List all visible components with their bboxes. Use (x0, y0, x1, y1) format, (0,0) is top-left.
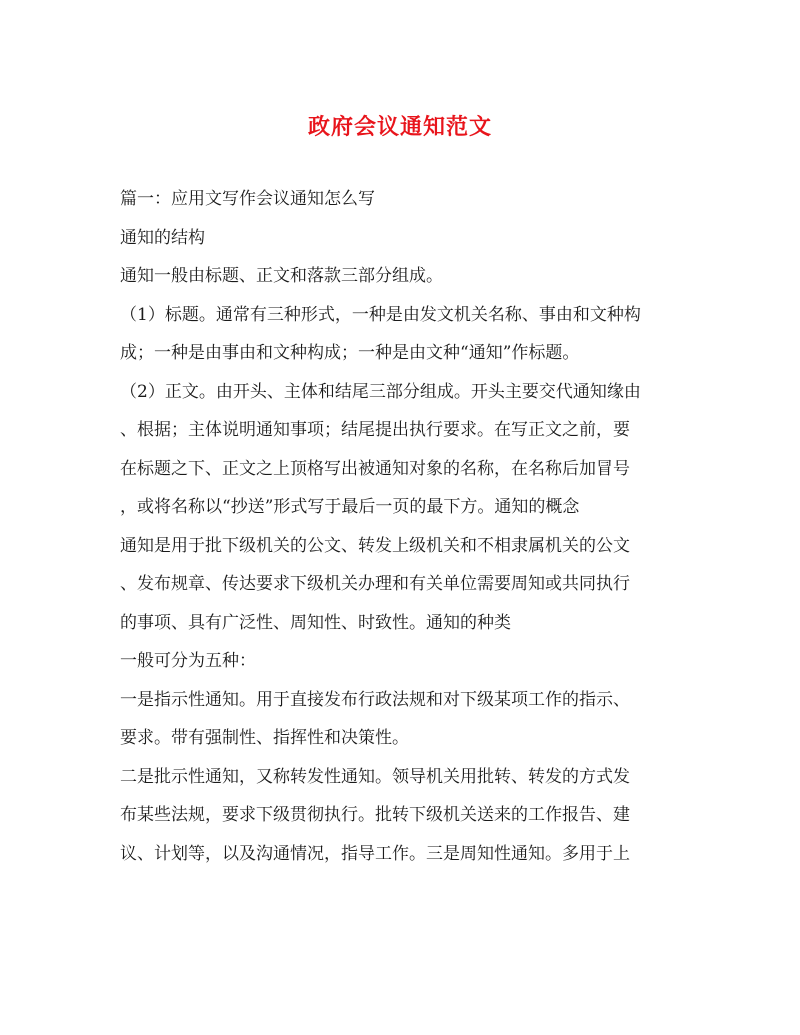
text-line: 在标题之下、正文之上顶格写出被通知对象的名称，在名称后加冒号 (120, 458, 630, 479)
text-line: 布某些法规，要求下级贯彻执行。批转下级机关送来的工作报告、建 (120, 805, 630, 825)
text-line: 的事项、具有广泛性、周知性、时致性。通知的种类 (120, 612, 511, 633)
text-line: 篇一：应用文写作会议通知怎么写 (120, 189, 375, 209)
text-line: ，或将名称以“抄送”形式写于最后一页的最下方。通知的概念 (120, 497, 580, 517)
text-line: 通知的结构 (120, 227, 205, 248)
document-body (120, 180, 680, 873)
text-line: 二是批示性通知，又称转发性通知。领导机关用批转、转发的方式发 (120, 766, 630, 787)
text-line: 一般可分为五种： (120, 651, 256, 671)
text-line: 一是指示性通知。用于直接发布行政法规和对下级某项工作的指示、 (120, 689, 630, 710)
text-line: 议、计划等，以及沟通情况，指导工作。三是周知性通知。多用于上 (120, 843, 630, 864)
text-line: 成；一种是由事由和文种构成；一种是由文种“通知”作标题。 (120, 343, 580, 363)
text-line: 、根据；主体说明通知事项；结尾提出执行要求。在写正文之前，要 (120, 420, 630, 440)
text-line: （2）正文。由开头、主体和结尾三部分组成。开头主要交代通知缘由 (120, 381, 641, 402)
text-line: 通知是用于批下级机关的公文、转发上级机关和不相隶属机关的公文 (120, 535, 630, 556)
text-line: 通知一般由标题、正文和落款三部分组成。 (120, 266, 443, 286)
text-line: （1）标题。通常有三种形式，一种是由发文机关名称、事由和文种构 (120, 304, 641, 325)
text-line: 要求。带有强制性、指挥性和决策性。 (120, 728, 409, 748)
document-title: 政府会议通知范文 (307, 114, 492, 140)
text-line: 、发布规章、传达要求下级机关办理和有关单位需要周知或共同执行 (120, 574, 630, 594)
